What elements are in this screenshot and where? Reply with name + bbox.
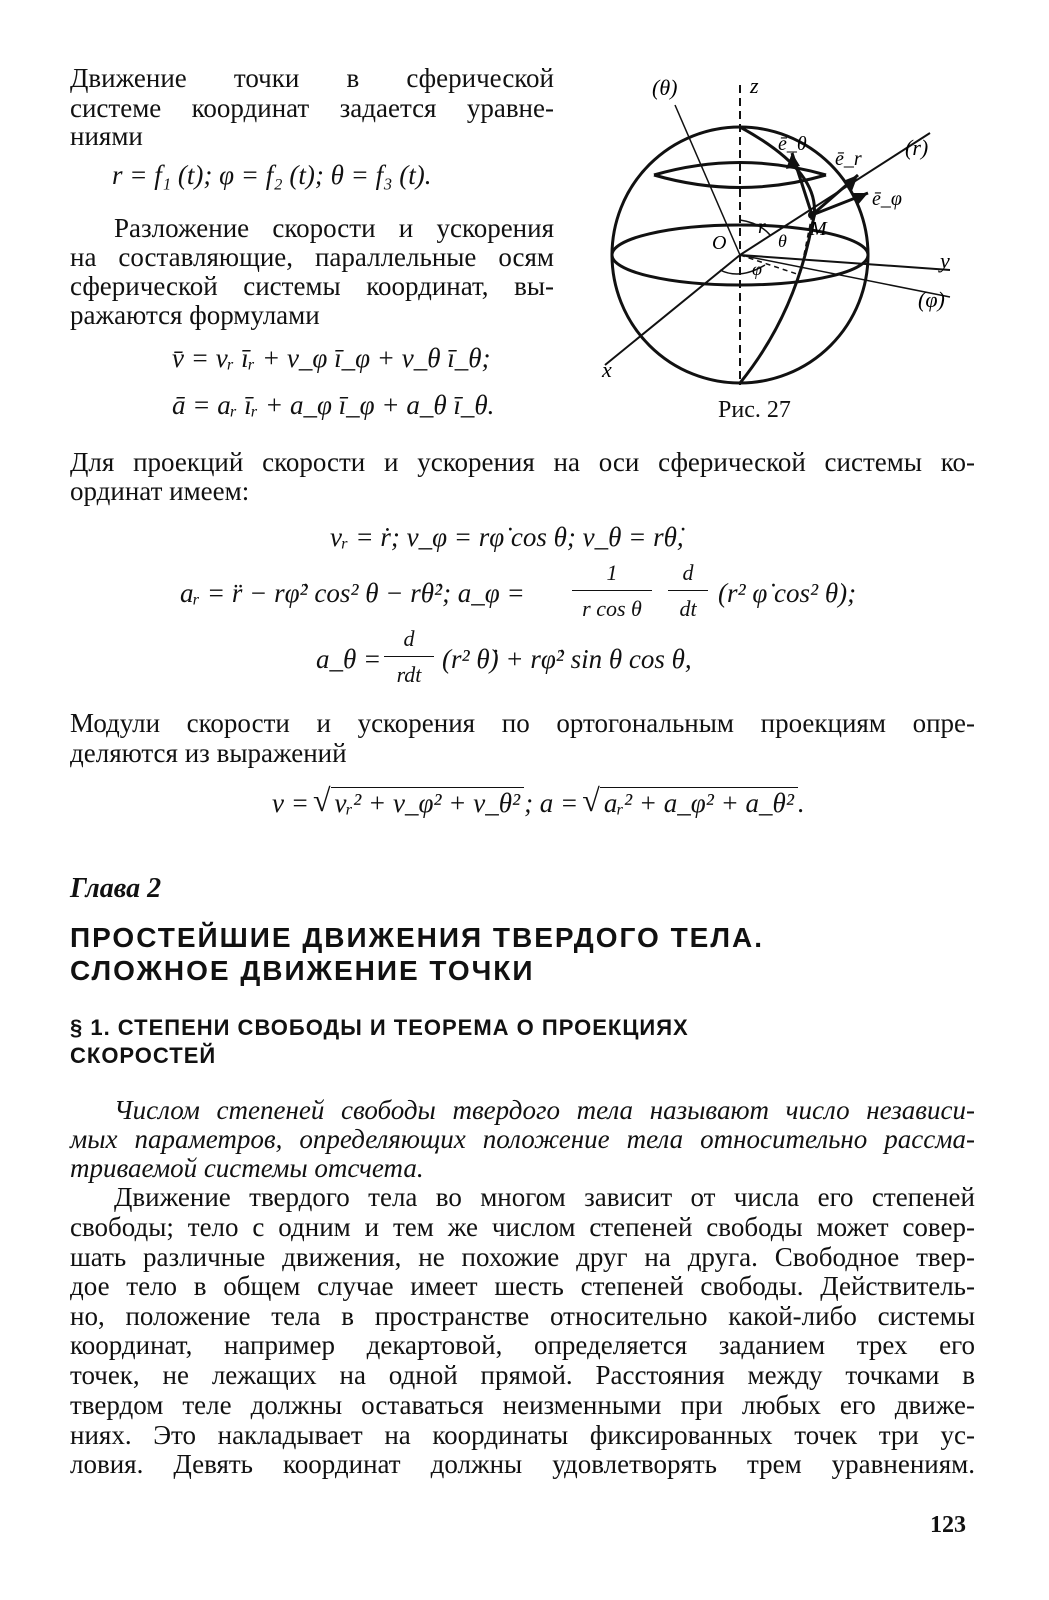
section-title-line-2: СКОРОСТЕЙ xyxy=(70,1043,217,1068)
moduli-end: . xyxy=(797,788,805,818)
x-axis-label: x xyxy=(602,357,612,382)
body-line-4: дое тело в общем случае имеет шесть степеней свободы. Действитель- xyxy=(70,1271,975,1301)
origin-label: O xyxy=(712,232,727,254)
acceleration-projection-theta-tail: (r² θ̇) + rφ̇² sin θ cos θ, xyxy=(442,644,692,674)
acceleration-projection-theta: a_θ = xyxy=(316,644,382,674)
projections-line-2: ординат имеем: xyxy=(70,476,250,506)
body-line-6: координат, например декартовой, определяется заданием трех его xyxy=(70,1330,975,1360)
a-modulus-lhs: ; a = xyxy=(524,788,579,818)
moduli-line-2: деляются из выражений xyxy=(70,738,347,768)
body-line-5: но, положение тела в пространстве относительно какой-либо системы xyxy=(70,1301,975,1331)
moduli-line-1: Модули скорости и ускорения по ортогональным проекциям опре- xyxy=(70,708,975,738)
theta-axis-label: (θ) xyxy=(652,75,678,100)
e-r-label: ē_r xyxy=(835,148,862,170)
body-line-1: Движение твердого тела во многом зависит от числа его степеней xyxy=(114,1182,975,1212)
figure-caption: Рис. 27 xyxy=(718,397,791,423)
body-line-2: свободы; тело с одним и тем же числом степеней свободы может совер- xyxy=(70,1212,975,1242)
e-phi-label: ē_φ xyxy=(872,188,902,210)
a-radicand: aᵣ² + a_φ² + a_θ² xyxy=(600,787,798,819)
fraction-3-numerator: d xyxy=(403,626,415,651)
acceleration-projection-phi-tail: (r² φ̇ cos² θ); xyxy=(718,578,857,608)
chapter-title-line-1: ПРОСТЕЙШИЕ ДВИЖЕНИЯ ТВЕРДОГО ТЕЛА. xyxy=(70,922,765,953)
fraction-2-bar xyxy=(668,590,708,591)
fraction-1-bar xyxy=(572,590,652,591)
definition-line-2: мых параметров, определяющих положение тела относительно рассма- xyxy=(70,1124,975,1154)
z-axis-label: z xyxy=(750,73,759,98)
chapter-label: Глава 2 xyxy=(70,873,162,904)
y-axis-line xyxy=(740,255,950,270)
y-axis-label: y xyxy=(940,248,950,273)
intro-line-3: ниями xyxy=(70,121,143,151)
velocity-projections-formula: vᵣ = ṙ; v_φ = rφ̇ cos θ; v_θ = rθ̇, xyxy=(330,522,684,552)
decomposition-line-2: на составляющие, параллельные осям xyxy=(70,242,554,272)
e-theta-label: ē_θ xyxy=(778,133,807,155)
coordinate-equations: r = f₁ (t); φ = f₂ (t); θ = f₃ (t). xyxy=(112,160,432,190)
point-m-label: M xyxy=(810,218,827,240)
phi-axis-label: (φ) xyxy=(918,287,945,312)
decomposition-line-3: сферической системы координат, вы- xyxy=(70,271,554,301)
fraction-3-bar xyxy=(384,656,434,657)
acceleration-projection-r-phi: aᵣ = r̈ − rφ̇² cos² θ − rθ̇²; a_φ = xyxy=(180,578,525,608)
moduli-formula xyxy=(272,782,805,819)
fraction-1-numerator: 1 xyxy=(606,560,618,585)
page-number: 123 xyxy=(930,1512,966,1538)
body-line-3: шать различные движения, не похожие друг на друга. Свободное твер- xyxy=(70,1242,975,1272)
theta-angle-label: θ xyxy=(778,231,787,251)
intro-line-1: Движение точки в сферической xyxy=(70,63,554,93)
decomposition-line-4: ражаются формулами xyxy=(70,300,320,330)
r-axis-label: (r) xyxy=(905,135,929,160)
chapter-title-line-2: СЛОЖНОЕ ДВИЖЕНИЕ ТОЧКИ xyxy=(70,955,535,986)
decomposition-line-1: Разложение скорости и ускорения xyxy=(114,213,554,243)
v-modulus-lhs: v = xyxy=(272,788,309,818)
fraction-3-denominator: rdt xyxy=(396,662,422,687)
radius-label: r xyxy=(758,216,766,238)
v-sqrt-sign: √ xyxy=(312,782,331,818)
section-title-line-1: § 1. СТЕПЕНИ СВОБОДЫ И ТЕОРЕМА О ПРОЕКЦИЯХ xyxy=(70,1015,689,1040)
intro-line-2: системе координат задается уравне- xyxy=(70,93,554,123)
projections-line-1: Для проекций скорости и ускорения на оси сферической системы ко- xyxy=(70,447,975,477)
acceleration-vector-formula: ā = aᵣ īᵣ + a_φ ī_φ + a_θ ī_θ. xyxy=(172,390,495,420)
body-line-8: твердом теле должны оставаться неизменными при любых его движе- xyxy=(70,1390,975,1420)
definition-line-1: Числом степеней свободы твердого тела называют число независи- xyxy=(114,1095,975,1125)
v-radicand: vᵣ² + v_φ² + v_θ² xyxy=(331,787,525,819)
velocity-vector-formula: v̄ = vᵣ īᵣ + v_φ ī_φ + v_θ ī_θ; xyxy=(172,343,491,373)
body-line-7: точек, не лежащих на одной прямой. Расстояния между точками в xyxy=(70,1360,975,1390)
body-line-9: ниях. Это накладывает на координаты фиксированных точек три ус- xyxy=(70,1420,975,1450)
spherical-coordinates-figure xyxy=(590,65,970,410)
definition-line-3: триваемой системы отсчета. xyxy=(70,1153,424,1183)
fraction-2-denominator: dt xyxy=(679,596,697,621)
fraction-1-denominator: r cos θ xyxy=(582,596,642,621)
a-sqrt-sign: √ xyxy=(582,782,600,818)
body-line-10: ловия. Девять координат должны удовлетворять трем уравнениям. xyxy=(70,1449,975,1479)
fraction-2-numerator: d xyxy=(682,560,694,585)
phi-angle-label: φ xyxy=(752,259,762,279)
